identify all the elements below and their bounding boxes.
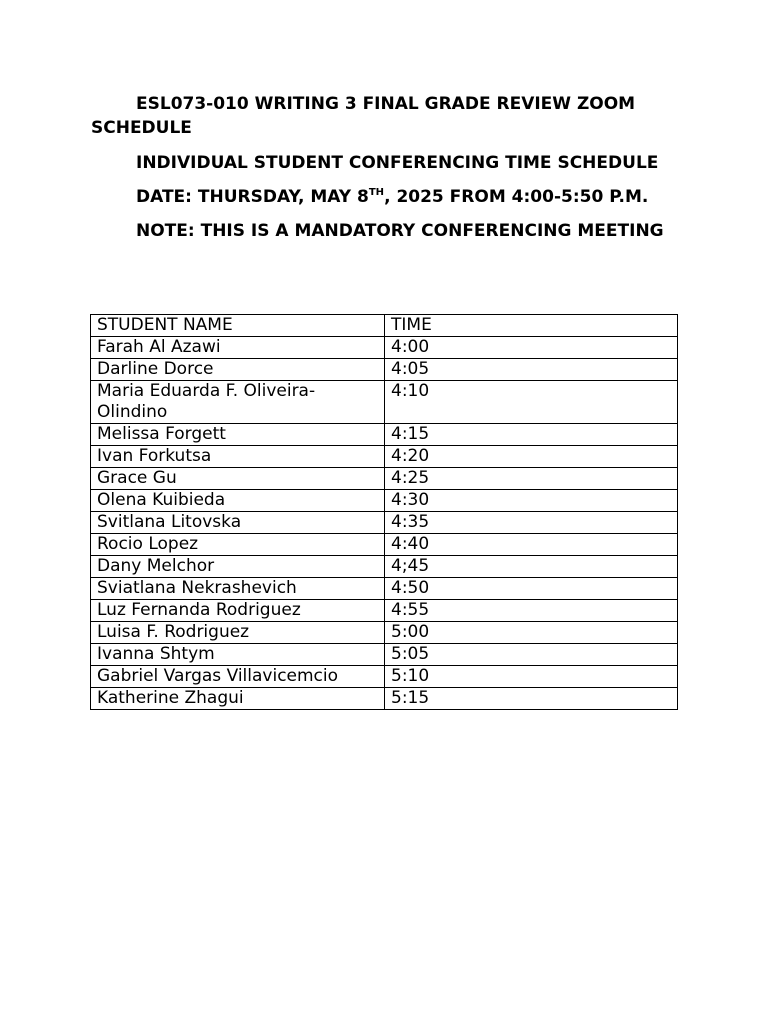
table-row	[91, 556, 678, 578]
student-name-cell: Farah Al Azawi	[91, 337, 385, 359]
time-cell: 4:55	[385, 600, 678, 622]
student-name-cell: Luz Fernanda Rodriguez	[91, 600, 385, 622]
table-row	[91, 644, 678, 666]
column-header-time: TIME	[385, 315, 678, 337]
date-line	[91, 185, 691, 209]
time-cell: 5:10	[385, 666, 678, 688]
table-row	[91, 688, 678, 710]
time-cell: 4;45	[385, 556, 678, 578]
time-cell: 4:05	[385, 359, 678, 381]
table-row	[91, 468, 678, 490]
student-name-cell: Luisa F. Rodriguez	[91, 622, 385, 644]
document-title	[91, 92, 691, 140]
time-cell: 4:15	[385, 424, 678, 446]
table-row	[91, 622, 678, 644]
date-suffix: , 2025 FROM 4:00-5:50 P.M.	[384, 187, 649, 207]
table-row	[91, 600, 678, 622]
date-ordinal-suffix: TH	[368, 187, 385, 198]
student-name-cell: Sviatlana Nekrashevich	[91, 578, 385, 600]
time-cell: 5:15	[385, 688, 678, 710]
table-row	[91, 512, 678, 534]
table-row	[91, 446, 678, 468]
time-cell: 4:00	[385, 337, 678, 359]
student-name-cell: Maria Eduarda F. Oliveira-Olindino	[91, 381, 385, 424]
table-row	[91, 490, 678, 512]
student-name-cell: Rocio Lopez	[91, 534, 385, 556]
table-row	[91, 359, 678, 381]
student-name-cell: Svitlana Litovska	[91, 512, 385, 534]
student-name-cell: Katherine Zhagui	[91, 688, 385, 710]
schedule-table	[90, 314, 678, 710]
table-row	[91, 666, 678, 688]
table-row	[91, 534, 678, 556]
note-text: NOTE: THIS IS A MANDATORY CONFERENCING MEETING	[136, 221, 664, 241]
date-prefix: DATE: THURSDAY, MAY 8	[136, 187, 369, 207]
student-name-cell: Melissa Forgett	[91, 424, 385, 446]
student-name-cell: Dany Melchor	[91, 556, 385, 578]
table-row	[91, 381, 678, 424]
time-cell: 5:00	[385, 622, 678, 644]
time-cell: 4:20	[385, 446, 678, 468]
student-name-cell: Ivan Forkutsa	[91, 446, 385, 468]
student-name-cell: Grace Gu	[91, 468, 385, 490]
note-line	[91, 219, 691, 243]
student-name-cell: Olena Kuibieda	[91, 490, 385, 512]
table-row	[91, 337, 678, 359]
table-header-row	[91, 315, 678, 337]
student-name-cell: Ivanna Shtym	[91, 644, 385, 666]
time-cell: 4:35	[385, 512, 678, 534]
subtitle-text: INDIVIDUAL STUDENT CONFERENCING TIME SCHEDULE	[136, 153, 659, 173]
time-cell: 4:30	[385, 490, 678, 512]
title-text: ESL073-010 WRITING 3 FINAL GRADE REVIEW ZOOM SCHEDULE	[91, 94, 636, 138]
time-cell: 4:25	[385, 468, 678, 490]
student-name-cell: Darline Dorce	[91, 359, 385, 381]
table-row	[91, 578, 678, 600]
time-cell: 4:40	[385, 534, 678, 556]
time-cell: 4:50	[385, 578, 678, 600]
table-row	[91, 424, 678, 446]
time-cell: 4:10	[385, 381, 678, 424]
document-subtitle	[91, 151, 691, 175]
student-name-cell: Gabriel Vargas Villavicemcio	[91, 666, 385, 688]
column-header-student-name: STUDENT NAME	[91, 315, 385, 337]
time-cell: 5:05	[385, 644, 678, 666]
